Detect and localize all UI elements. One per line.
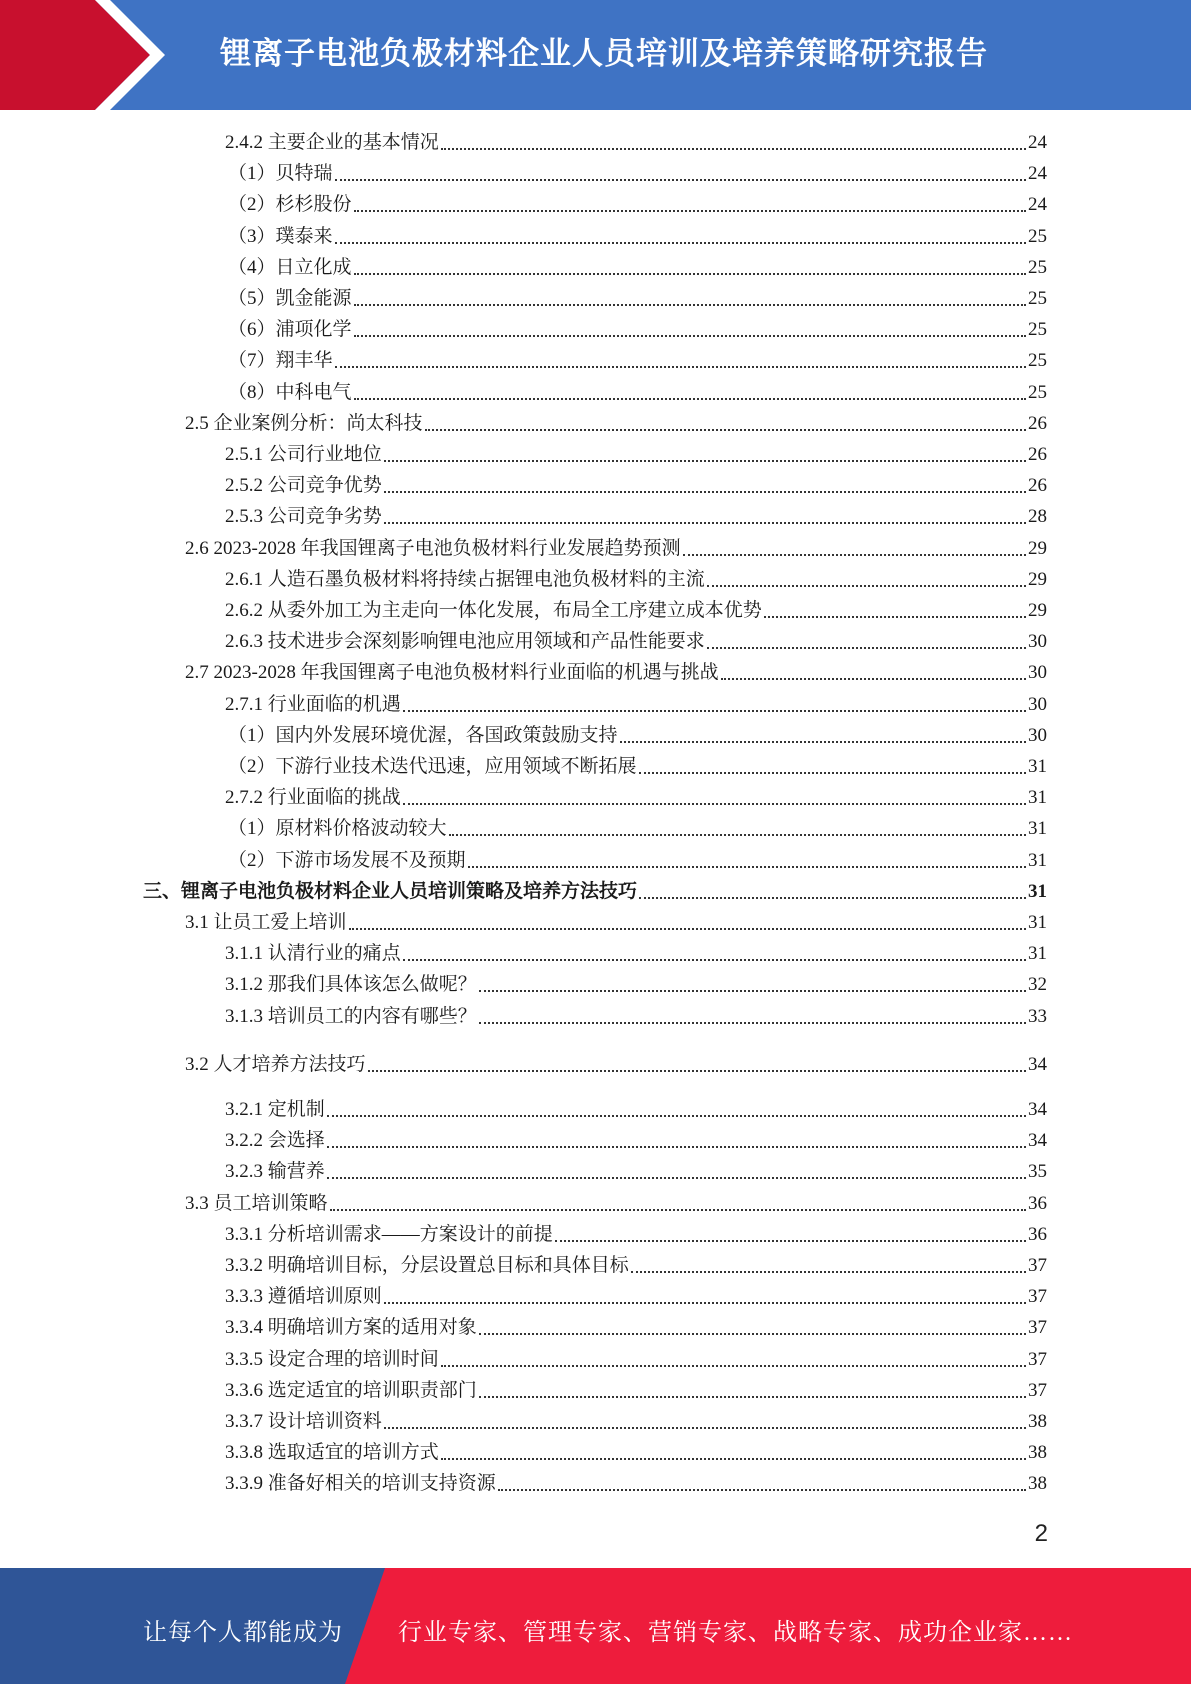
toc-entry-page: 30	[1028, 693, 1047, 715]
toc-entry-page: 28	[1028, 506, 1047, 528]
toc-dot-leader	[330, 1208, 1026, 1211]
toc-entry[interactable]	[225, 443, 1047, 467]
toc-entry-title: （1）贝特瑞	[228, 163, 333, 185]
toc-entry-page: 25	[1028, 350, 1047, 372]
toc-dot-leader	[721, 677, 1026, 680]
toc-dot-leader	[479, 1021, 1026, 1024]
toc-dot-leader	[354, 209, 1026, 212]
toc-entry-page: 38	[1028, 1411, 1047, 1432]
toc-entry-page: 30	[1028, 724, 1047, 746]
toc-entry-title: 3.3 员工培训策略	[185, 1192, 328, 1214]
toc-entry-page: 38	[1028, 1442, 1047, 1464]
toc-entry-title: 3.3.8 选取适宜的培训方式	[225, 1442, 439, 1464]
toc-entry-title: （4）日立化成	[228, 256, 352, 278]
toc-entry[interactable]	[225, 1348, 1047, 1372]
toc-entry-title: （3）璞泰来	[228, 225, 333, 247]
toc-entry[interactable]	[225, 1441, 1047, 1465]
toc-entry[interactable]	[225, 973, 1047, 997]
toc-entry-page: 29	[1028, 600, 1047, 621]
toc-entry[interactable]	[228, 817, 1047, 841]
toc-entry-page: 31	[1028, 787, 1047, 809]
toc-entry-page: 24	[1028, 132, 1047, 153]
toc-entry[interactable]	[225, 786, 1047, 810]
toc-entry[interactable]	[185, 1053, 1047, 1077]
toc-entry-title: （2）杉杉股份	[228, 194, 352, 216]
toc-entry-title: 3.3.6 选定适宜的培训职责部门	[225, 1379, 477, 1401]
toc-dot-leader	[620, 740, 1026, 743]
toc-dot-leader	[327, 1176, 1026, 1179]
page-footer	[0, 1568, 1191, 1684]
toc-entry-page: 25	[1028, 256, 1047, 278]
toc-entry-title: （6）浦项化学	[228, 319, 352, 341]
toc-dot-leader	[354, 303, 1026, 306]
toc-entry-title: （1）原材料价格波动较大	[228, 818, 447, 840]
toc-entry-page: 29	[1028, 568, 1047, 590]
toc-dot-leader	[449, 833, 1026, 836]
toc-dot-leader	[384, 521, 1026, 524]
toc-entry-page: 32	[1028, 974, 1047, 996]
toc-entry-title: （2）下游行业技术迭代迅速，应用领域不断拓展	[228, 756, 637, 777]
toc-entry[interactable]	[143, 880, 1047, 904]
toc-dot-leader	[403, 802, 1026, 805]
toc-dot-leader	[384, 1426, 1026, 1429]
toc-entry[interactable]	[225, 599, 1047, 623]
toc-entry-page: 30	[1028, 662, 1047, 684]
toc-dot-leader	[403, 958, 1026, 961]
toc-entry-page: 31	[1028, 912, 1047, 933]
toc-entry-page: 37	[1028, 1255, 1047, 1276]
toc-entry-page: 31	[1028, 943, 1047, 965]
toc-entry-title: （2）下游市场发展不及预期	[228, 849, 466, 871]
toc-entry-title: 2.5.1 公司行业地位	[225, 444, 382, 465]
toc-entry-title: 3.2 人才培养方法技巧	[185, 1053, 366, 1075]
toc-entry-page: 37	[1028, 1286, 1047, 1308]
toc-dot-leader	[403, 709, 1026, 712]
toc-dot-leader	[384, 459, 1026, 462]
toc-entry[interactable]	[225, 693, 1047, 717]
toc-entry-page: 37	[1028, 1317, 1047, 1339]
toc-dot-leader	[639, 896, 1026, 899]
toc-entry-title: 2.6.3 技术进步会深刻影响锂电池应用领域和产品性能要求	[225, 631, 705, 653]
toc-dot-leader	[335, 178, 1026, 181]
toc-entry-page: 31	[1028, 880, 1047, 902]
toc-entry-page: 31	[1028, 849, 1047, 871]
toc-entry-title: （1）国内外发展环境优渥，各国政策鼓励支持	[228, 724, 618, 746]
toc-entry[interactable]	[228, 349, 1047, 373]
toc-entry[interactable]	[225, 1098, 1047, 1122]
toc-entry[interactable]	[225, 1223, 1047, 1247]
toc-entry[interactable]	[228, 162, 1047, 186]
toc-entry[interactable]	[228, 755, 1047, 779]
toc-entry-title: 2.7.2 行业面临的挑战	[225, 787, 401, 809]
toc-entry-page: 38	[1028, 1473, 1047, 1495]
toc-entry[interactable]	[185, 661, 1047, 685]
toc-entry[interactable]	[225, 505, 1047, 529]
toc-entry-page: 29	[1028, 537, 1047, 559]
toc-entry[interactable]	[185, 537, 1047, 561]
toc-entry-page: 37	[1028, 1348, 1047, 1370]
toc-entry-title: 3.3.7 设计培训资料	[225, 1411, 382, 1432]
toc-entry-title: （7）翔丰华	[228, 350, 333, 372]
toc-dot-leader	[683, 553, 1026, 556]
toc-entry-title: 2.5.3 公司竞争劣势	[225, 506, 382, 528]
toc-entry-page: 37	[1028, 1379, 1047, 1401]
toc-entry-page: 26	[1028, 444, 1047, 465]
toc-entry-title: 2.6 2023-2028 年我国锂离子电池负极材料行业发展趋势预测	[185, 537, 681, 559]
toc-dot-leader	[479, 989, 1026, 992]
footer-slogan-left: 让每个人都能成为	[143, 1620, 343, 1646]
toc-entry-page: 34	[1028, 1099, 1047, 1120]
toc-entry[interactable]	[225, 1160, 1047, 1184]
toc-entry-title: 3.3.3 遵循培训原则	[225, 1286, 382, 1308]
toc-entry-title: 3.2.3 输营养	[225, 1161, 325, 1183]
toc-entry-title: 2.6.1 人造石墨负极材料将持续占据锂电池负极材料的主流	[225, 568, 705, 590]
toc-dot-leader	[354, 397, 1026, 400]
toc-entry[interactable]	[228, 381, 1047, 405]
toc-entry[interactable]	[225, 630, 1047, 654]
toc-entry-title: 3.2.2 会选择	[225, 1130, 325, 1152]
toc-entry[interactable]	[228, 256, 1047, 280]
toc-dot-leader	[425, 428, 1026, 431]
toc-entry[interactable]	[225, 131, 1047, 155]
toc-entry-page: 26	[1028, 412, 1047, 434]
toc-dot-leader	[479, 1332, 1026, 1335]
toc-entry-title: 三、锂离子电池负极材料企业人员培训策略及培养方法技巧	[143, 880, 638, 902]
toc-entry-title: 3.1 让员工爱上培训	[185, 912, 347, 933]
toc-entry[interactable]	[228, 724, 1047, 748]
toc-entry-title: 3.2.1 定机制	[225, 1099, 325, 1120]
toc-dot-leader	[335, 241, 1026, 244]
toc-entry[interactable]	[228, 287, 1047, 311]
toc-entry[interactable]	[225, 568, 1047, 592]
toc-entry[interactable]	[228, 318, 1047, 342]
toc-entry-page: 24	[1028, 194, 1047, 216]
toc-entry-page: 34	[1028, 1053, 1047, 1075]
toc-entry-title: 3.3.4 明确培训方案的适用对象	[225, 1317, 477, 1339]
toc-entry-page: 24	[1028, 163, 1047, 185]
toc-entry-title: 2.5 企业案例分析：尚太科技	[185, 412, 423, 434]
toc-entry-title: 2.4.2 主要企业的基本情况	[225, 132, 439, 153]
toc-dot-leader	[441, 1364, 1026, 1367]
toc-dot-leader	[354, 272, 1026, 275]
toc-entry-title: 3.1.1 认清行业的痛点	[225, 943, 401, 965]
toc-entry-page: 25	[1028, 381, 1047, 403]
toc-dot-leader	[327, 1145, 1026, 1148]
toc-dot-leader	[384, 490, 1026, 493]
toc-entry[interactable]	[185, 911, 1047, 935]
toc-dot-leader	[335, 365, 1026, 368]
toc-entry-title: 2.6.2 从委外加工为主走向一体化发展，布局全工序建立成本优势	[225, 600, 762, 621]
toc-dot-leader	[707, 646, 1026, 649]
report-title: 锂离子电池负极材料企业人员培训及培养策略研究报告	[220, 36, 988, 71]
toc-entry-page: 33	[1028, 1005, 1047, 1027]
toc-entry[interactable]	[225, 942, 1047, 966]
toc-entry-page: 31	[1028, 818, 1047, 840]
toc-entry-page: 31	[1028, 756, 1047, 777]
toc-dot-leader	[639, 771, 1026, 774]
toc-entry[interactable]	[225, 1379, 1047, 1403]
toc-entry-page: 25	[1028, 319, 1047, 341]
toc-entry[interactable]	[228, 193, 1047, 217]
toc-entry-title: 2.7.1 行业面临的机遇	[225, 693, 401, 715]
toc-entry[interactable]	[225, 1285, 1047, 1309]
toc-dot-leader	[555, 1239, 1026, 1242]
toc-entry-title: 3.3.9 准备好相关的培训支持资源	[225, 1473, 496, 1495]
footer-slogan-right: 行业专家、管理专家、营销专家、战略专家、成功企业家……	[398, 1620, 1073, 1646]
toc-entry-page: 36	[1028, 1223, 1047, 1245]
toc-entry-title: 3.1.2 那我们具体该怎么做呢？	[225, 974, 477, 996]
toc-entry[interactable]	[225, 1254, 1047, 1278]
toc-dot-leader	[764, 615, 1026, 618]
toc-entry-title: 2.7 2023-2028 年我国锂离子电池负极材料行业面临的机遇与挑战	[185, 662, 719, 684]
toc-dot-leader	[468, 865, 1026, 868]
toc-entry-page: 35	[1028, 1161, 1047, 1183]
toc-entry-title: 3.3.1 分析培训需求——方案设计的前提	[225, 1223, 553, 1245]
toc-dot-leader	[707, 584, 1026, 587]
toc-entry-title: 3.1.3 培训员工的内容有哪些？	[225, 1005, 477, 1027]
toc-dot-leader	[479, 1395, 1026, 1398]
toc-dot-leader	[349, 927, 1026, 930]
toc-dot-leader	[441, 1457, 1026, 1460]
page-number: 2	[1034, 1520, 1048, 1547]
toc-dot-leader	[441, 147, 1026, 150]
toc-dot-leader	[327, 1114, 1026, 1117]
toc-entry-page: 25	[1028, 225, 1047, 247]
toc-entry-title: 3.3.5 设定合理的培训时间	[225, 1348, 439, 1370]
toc-dot-leader	[384, 1301, 1026, 1304]
toc-entry[interactable]	[228, 225, 1047, 249]
toc-entry[interactable]	[185, 412, 1047, 436]
toc-entry-page: 30	[1028, 631, 1047, 653]
toc-entry-page: 26	[1028, 475, 1047, 497]
toc-entry-page: 25	[1028, 288, 1047, 309]
toc-entry-page: 36	[1028, 1192, 1047, 1214]
toc-dot-leader	[368, 1069, 1026, 1072]
toc-entry[interactable]	[225, 474, 1047, 498]
toc-entry-title: （5）凯金能源	[228, 288, 352, 309]
toc-dot-leader	[498, 1488, 1026, 1491]
toc-dot-leader	[354, 334, 1026, 337]
toc-entry-page: 34	[1028, 1130, 1047, 1152]
toc-entry-title: 2.5.2 公司竞争优势	[225, 475, 382, 497]
toc-entry-title: （8）中科电气	[228, 381, 352, 403]
toc-entry[interactable]	[228, 849, 1047, 873]
toc-entry[interactable]	[185, 1192, 1047, 1216]
toc-entry[interactable]	[225, 1316, 1047, 1340]
toc-entry[interactable]	[225, 1005, 1047, 1029]
toc-dot-leader	[631, 1270, 1026, 1273]
toc-entry[interactable]	[225, 1410, 1047, 1434]
toc-entry[interactable]	[225, 1472, 1047, 1496]
toc-entry[interactable]	[225, 1129, 1047, 1153]
toc-entry-title: 3.3.2 明确培训目标，分层设置总目标和具体目标	[225, 1255, 629, 1276]
